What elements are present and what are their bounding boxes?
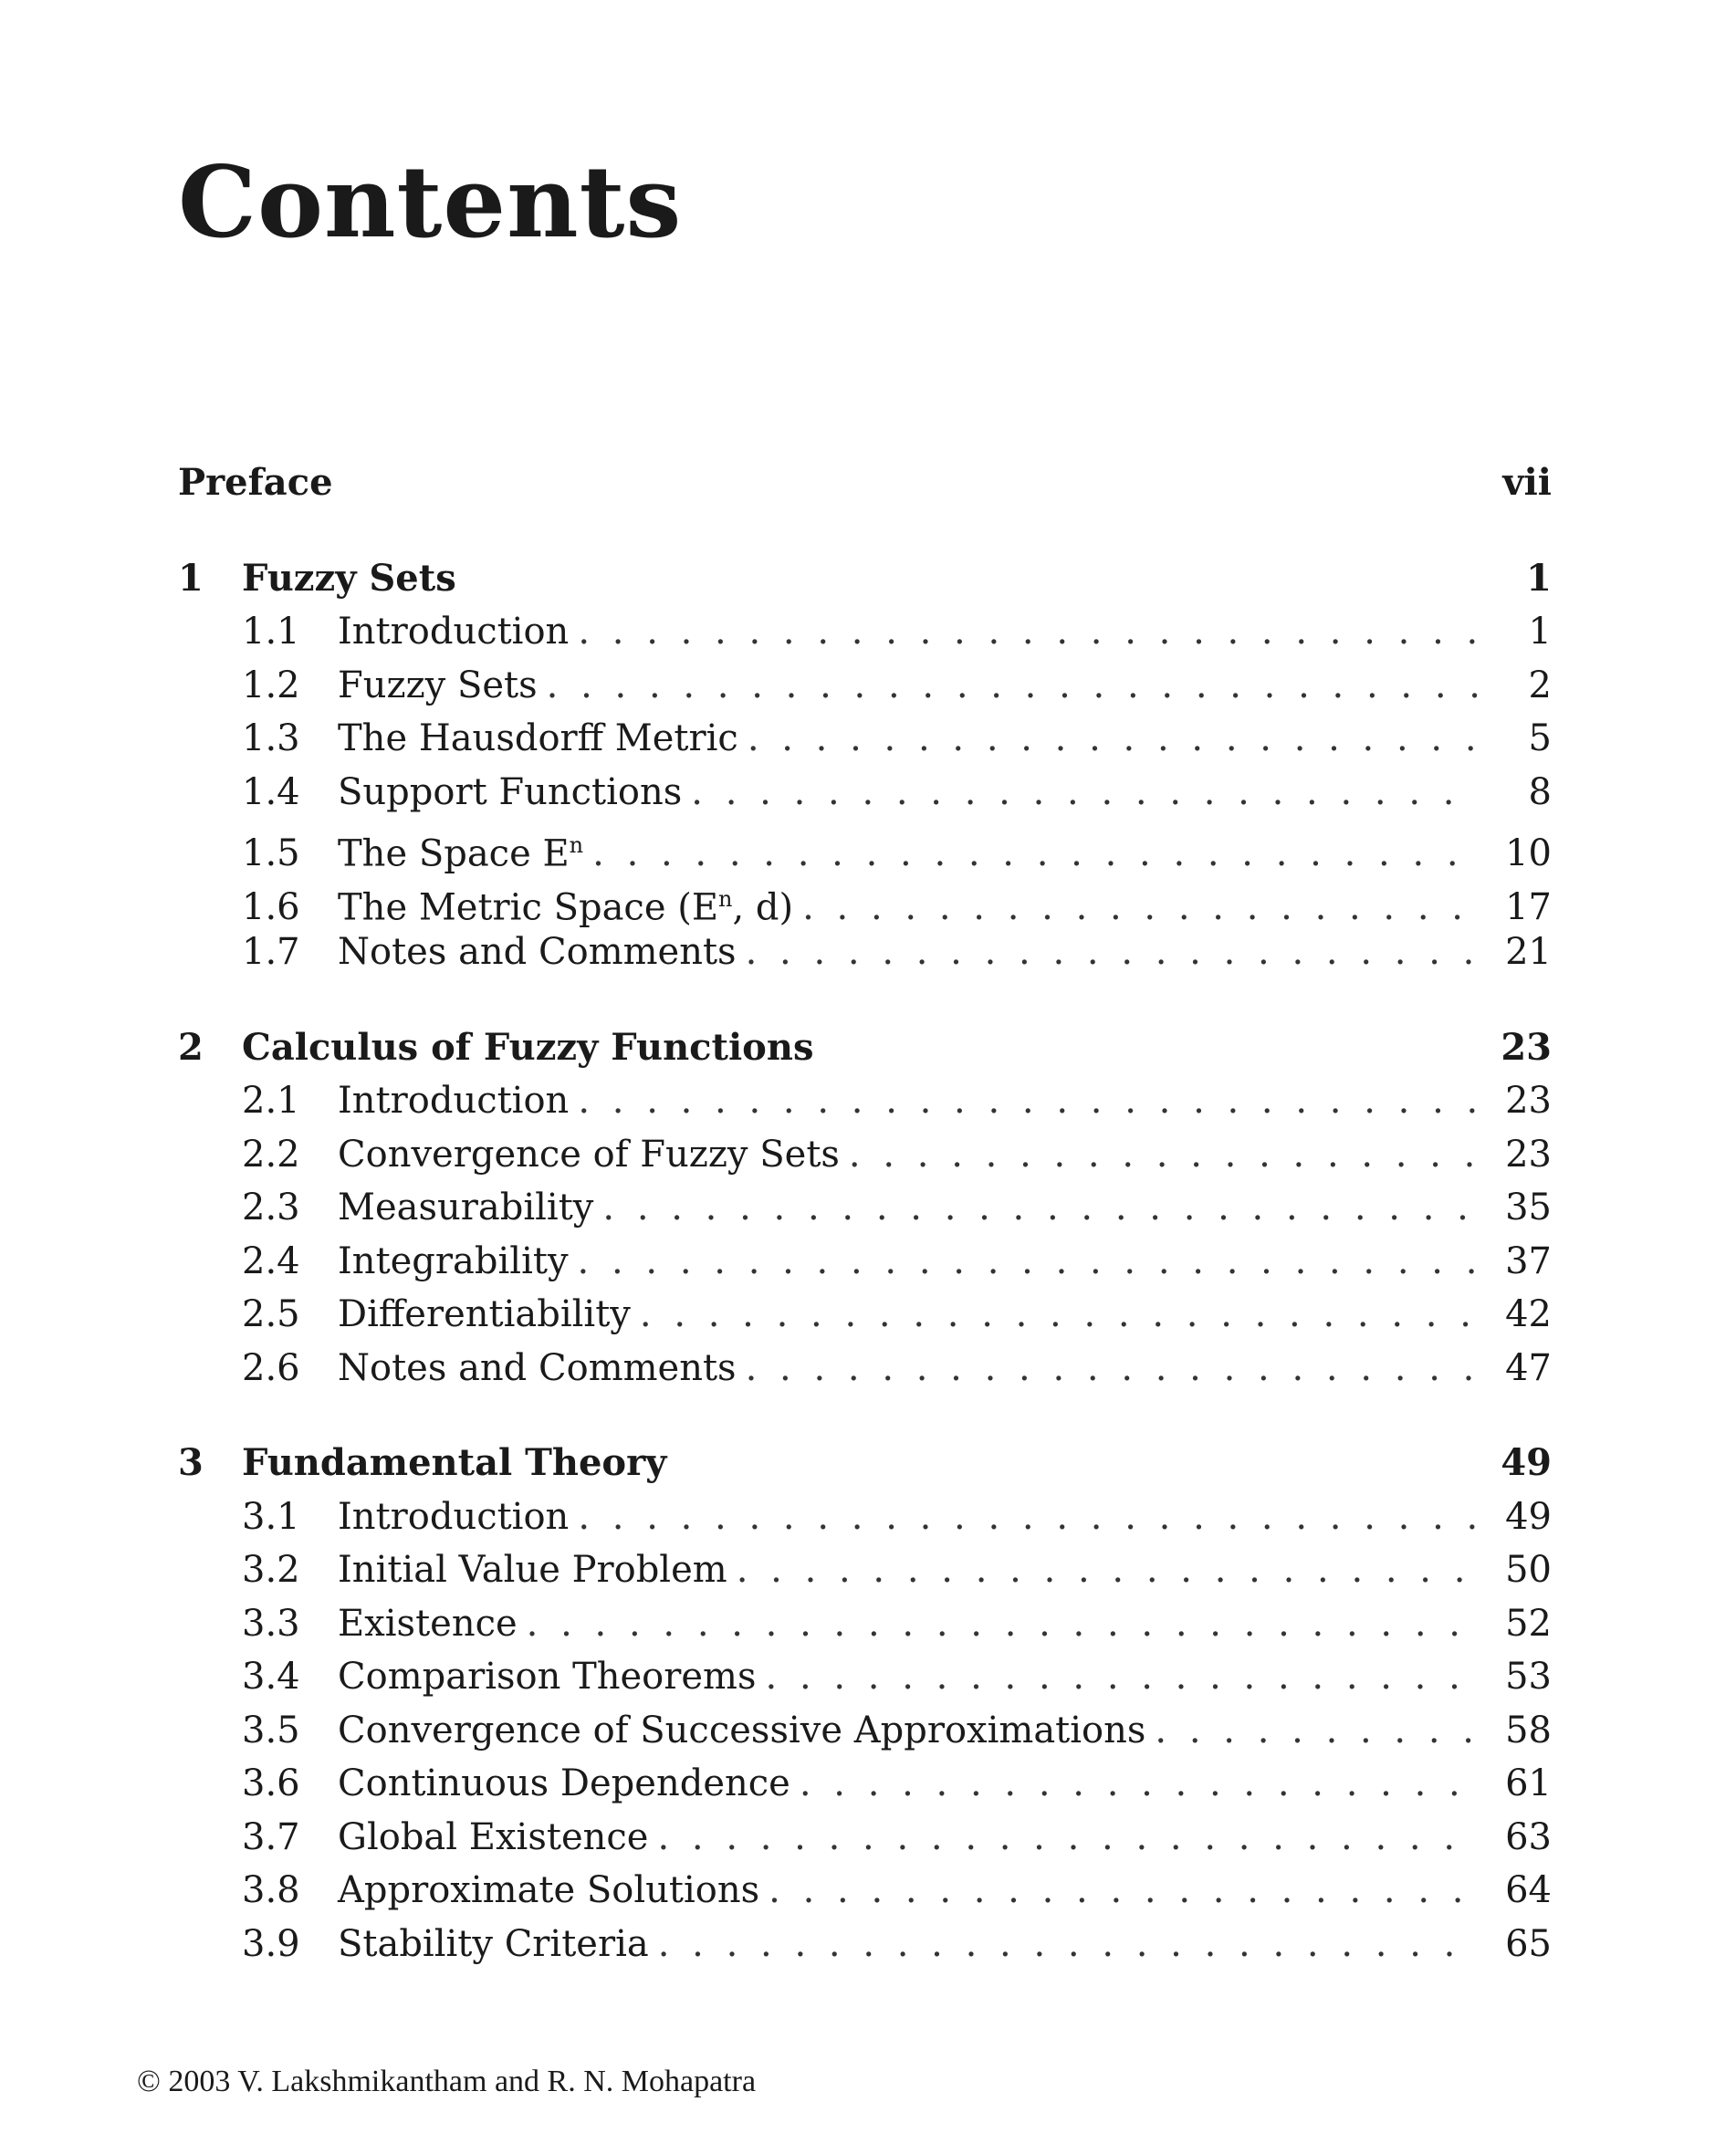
leader-dots bbox=[602, 1181, 1480, 1235]
section-number: 2.5 bbox=[242, 1293, 300, 1335]
section-title-text: Stability Criteria bbox=[338, 1922, 649, 1965]
section-title-text: The Metric Space (E bbox=[338, 885, 719, 928]
section-title-text: Support Functions bbox=[338, 770, 683, 813]
section-title-text: Convergence of Fuzzy Sets bbox=[338, 1133, 840, 1176]
section-page: 17 bbox=[1505, 885, 1552, 928]
chapter-page: 49 bbox=[1501, 1441, 1552, 1484]
section-page: 23 bbox=[1505, 1133, 1552, 1176]
section-page: 8 bbox=[1528, 770, 1552, 813]
leader-dots bbox=[547, 659, 1480, 713]
section-page: 21 bbox=[1505, 931, 1552, 973]
toc-section[interactable] bbox=[178, 819, 1552, 873]
chapter-gap bbox=[178, 510, 1552, 552]
leader-dots bbox=[578, 605, 1480, 659]
chapter-number: 2 bbox=[178, 1025, 204, 1069]
toc-section[interactable] bbox=[178, 1074, 1552, 1128]
chapter-gap bbox=[178, 979, 1552, 1021]
section-title bbox=[338, 1757, 790, 1811]
section-page: 65 bbox=[1505, 1922, 1552, 1965]
section-number: 3.8 bbox=[242, 1869, 300, 1911]
leader-dots bbox=[766, 1650, 1480, 1704]
section-number: 3.6 bbox=[242, 1762, 300, 1804]
toc-section[interactable] bbox=[178, 1757, 1552, 1811]
chapter-gap bbox=[178, 1395, 1552, 1437]
toc-section[interactable] bbox=[178, 1342, 1552, 1396]
section-title-text: The Space E bbox=[338, 832, 570, 875]
leader-dots bbox=[578, 1235, 1480, 1289]
toc-section[interactable] bbox=[178, 1490, 1552, 1544]
section-number: 2.6 bbox=[242, 1346, 300, 1389]
leader-dots bbox=[640, 1288, 1480, 1342]
chapter-number: 1 bbox=[178, 556, 204, 600]
section-title bbox=[338, 605, 569, 659]
section-page: 1 bbox=[1528, 611, 1552, 653]
section-page: 52 bbox=[1505, 1602, 1552, 1645]
section-page: 61 bbox=[1505, 1762, 1552, 1804]
section-title-text: Integrability bbox=[338, 1239, 569, 1282]
section-number: 2.2 bbox=[242, 1133, 300, 1176]
section-title bbox=[338, 1811, 648, 1865]
leader-dots bbox=[527, 1597, 1480, 1651]
chapter-title: Fundamental Theory bbox=[242, 1441, 667, 1484]
leader-dots bbox=[849, 1128, 1480, 1182]
toc-chapter[interactable] bbox=[178, 1437, 1552, 1490]
section-title-suffix: , d) bbox=[732, 885, 794, 928]
leader-dots bbox=[691, 766, 1480, 820]
section-title-text: The Hausdorff Metric bbox=[338, 717, 738, 759]
toc-chapter[interactable] bbox=[178, 552, 1552, 606]
leader-dots bbox=[800, 1757, 1480, 1811]
section-page: 42 bbox=[1505, 1293, 1552, 1335]
section-title-text: Introduction bbox=[338, 1495, 570, 1538]
section-number: 3.5 bbox=[242, 1709, 300, 1751]
section-title bbox=[338, 1235, 569, 1289]
toc-section[interactable] bbox=[178, 605, 1552, 659]
section-number: 1.5 bbox=[242, 832, 300, 875]
toc-section[interactable] bbox=[178, 1704, 1552, 1758]
section-number: 3.2 bbox=[242, 1549, 300, 1591]
section-number: 3.1 bbox=[242, 1495, 300, 1538]
section-title bbox=[338, 1864, 759, 1918]
toc-section[interactable] bbox=[178, 1811, 1552, 1865]
section-page: 53 bbox=[1505, 1656, 1552, 1698]
toc-section[interactable] bbox=[178, 925, 1552, 979]
leader-dots bbox=[578, 1074, 1480, 1128]
section-number: 2.1 bbox=[242, 1080, 300, 1122]
leader-dots bbox=[746, 1342, 1480, 1396]
section-title-text: Differentiability bbox=[338, 1293, 631, 1335]
chapter-number: 3 bbox=[178, 1441, 204, 1484]
chapter-page: 1 bbox=[1526, 556, 1552, 600]
section-number: 1.2 bbox=[242, 664, 300, 706]
copyright-footer: © 2003 V. Lakshmikantham and R. N. Mohapatra bbox=[137, 2065, 757, 2098]
section-title-superscript: n bbox=[569, 832, 584, 858]
leader-dots bbox=[1155, 1704, 1480, 1758]
section-page: 2 bbox=[1528, 664, 1552, 706]
section-page: 63 bbox=[1505, 1815, 1552, 1858]
section-page: 37 bbox=[1505, 1239, 1552, 1282]
section-title bbox=[338, 1490, 569, 1544]
section-title bbox=[338, 659, 538, 713]
section-title bbox=[338, 1650, 757, 1704]
section-title bbox=[338, 1128, 840, 1182]
section-number: 1.1 bbox=[242, 611, 300, 653]
chapter-page: 23 bbox=[1501, 1025, 1552, 1069]
section-title-text: Measurability bbox=[338, 1187, 594, 1229]
page-title: Contents bbox=[178, 145, 683, 260]
section-title bbox=[338, 1181, 593, 1235]
toc-section[interactable] bbox=[178, 1597, 1552, 1651]
leader-dots bbox=[748, 712, 1480, 766]
preface-label: Preface bbox=[178, 461, 333, 504]
section-number: 1.3 bbox=[242, 717, 300, 759]
section-page: 5 bbox=[1528, 717, 1552, 759]
section-title-superscript: n bbox=[718, 885, 733, 912]
toc-section[interactable] bbox=[178, 1864, 1552, 1918]
leader-dots bbox=[658, 1918, 1480, 1971]
section-title bbox=[338, 1918, 649, 1971]
toc-preface[interactable] bbox=[178, 456, 1552, 510]
leader-dots bbox=[657, 1811, 1480, 1865]
section-number: 1.4 bbox=[242, 770, 300, 813]
section-page: 64 bbox=[1505, 1869, 1552, 1911]
chapter-title: Calculus of Fuzzy Functions bbox=[242, 1025, 814, 1069]
section-title-text: Convergence of Successive Approximations bbox=[338, 1709, 1146, 1751]
section-title bbox=[338, 712, 738, 766]
section-number: 2.3 bbox=[242, 1187, 300, 1229]
section-page: 47 bbox=[1505, 1346, 1552, 1389]
section-title bbox=[338, 766, 682, 820]
section-number: 3.4 bbox=[242, 1656, 300, 1698]
toc-section[interactable] bbox=[178, 1128, 1552, 1182]
section-title-text: Existence bbox=[338, 1602, 518, 1645]
section-title bbox=[338, 1288, 631, 1342]
chapter-list bbox=[178, 510, 1552, 1971]
section-number: 3.9 bbox=[242, 1922, 300, 1965]
toc-section[interactable] bbox=[178, 659, 1552, 713]
section-title-text: Notes and Comments bbox=[338, 931, 737, 973]
section-number: 3.7 bbox=[242, 1815, 300, 1858]
toc-section[interactable] bbox=[178, 1918, 1552, 1971]
table-of-contents bbox=[178, 456, 1552, 1971]
section-title-text: Comparison Theorems bbox=[338, 1656, 757, 1698]
section-page: 23 bbox=[1505, 1080, 1552, 1122]
section-number: 1.7 bbox=[242, 931, 300, 973]
section-title-text: Initial Value Problem bbox=[338, 1549, 727, 1591]
toc-section[interactable] bbox=[178, 712, 1552, 766]
leader-dots bbox=[746, 925, 1480, 979]
section-number: 1.6 bbox=[242, 885, 300, 928]
section-title bbox=[338, 1597, 518, 1651]
toc-section[interactable] bbox=[178, 1543, 1552, 1597]
chapter-title: Fuzzy Sets bbox=[242, 556, 456, 600]
toc-section[interactable] bbox=[178, 1288, 1552, 1342]
section-title bbox=[338, 1543, 727, 1597]
section-number: 3.3 bbox=[242, 1602, 300, 1645]
section-title-text: Approximate Solutions bbox=[338, 1869, 760, 1911]
section-title bbox=[338, 1704, 1145, 1758]
section-page: 49 bbox=[1505, 1495, 1552, 1538]
section-title-text: Fuzzy Sets bbox=[338, 664, 538, 706]
section-title bbox=[338, 1074, 569, 1128]
section-title-text: Introduction bbox=[338, 1080, 570, 1122]
toc-section[interactable] bbox=[178, 1235, 1552, 1289]
section-page: 35 bbox=[1505, 1187, 1552, 1229]
section-title-text: Continuous Dependence bbox=[338, 1762, 790, 1804]
section-title bbox=[338, 925, 737, 979]
preface-page: vii bbox=[1502, 461, 1552, 504]
toc-section[interactable] bbox=[178, 766, 1552, 820]
leader-dots bbox=[737, 1543, 1480, 1597]
toc-section[interactable] bbox=[178, 1650, 1552, 1704]
toc-section[interactable] bbox=[178, 1181, 1552, 1235]
section-page: 58 bbox=[1505, 1709, 1552, 1751]
section-number: 2.4 bbox=[242, 1239, 300, 1282]
leader-dots bbox=[769, 1864, 1480, 1918]
toc-chapter[interactable] bbox=[178, 1021, 1552, 1075]
section-title-text: Introduction bbox=[338, 611, 570, 653]
leader-dots bbox=[578, 1490, 1480, 1544]
section-page: 10 bbox=[1505, 832, 1552, 875]
section-title-text: Notes and Comments bbox=[338, 1346, 737, 1389]
section-page: 50 bbox=[1505, 1549, 1552, 1591]
section-title-text: Global Existence bbox=[338, 1815, 649, 1858]
section-title bbox=[338, 1342, 737, 1396]
toc-section[interactable] bbox=[178, 873, 1552, 926]
